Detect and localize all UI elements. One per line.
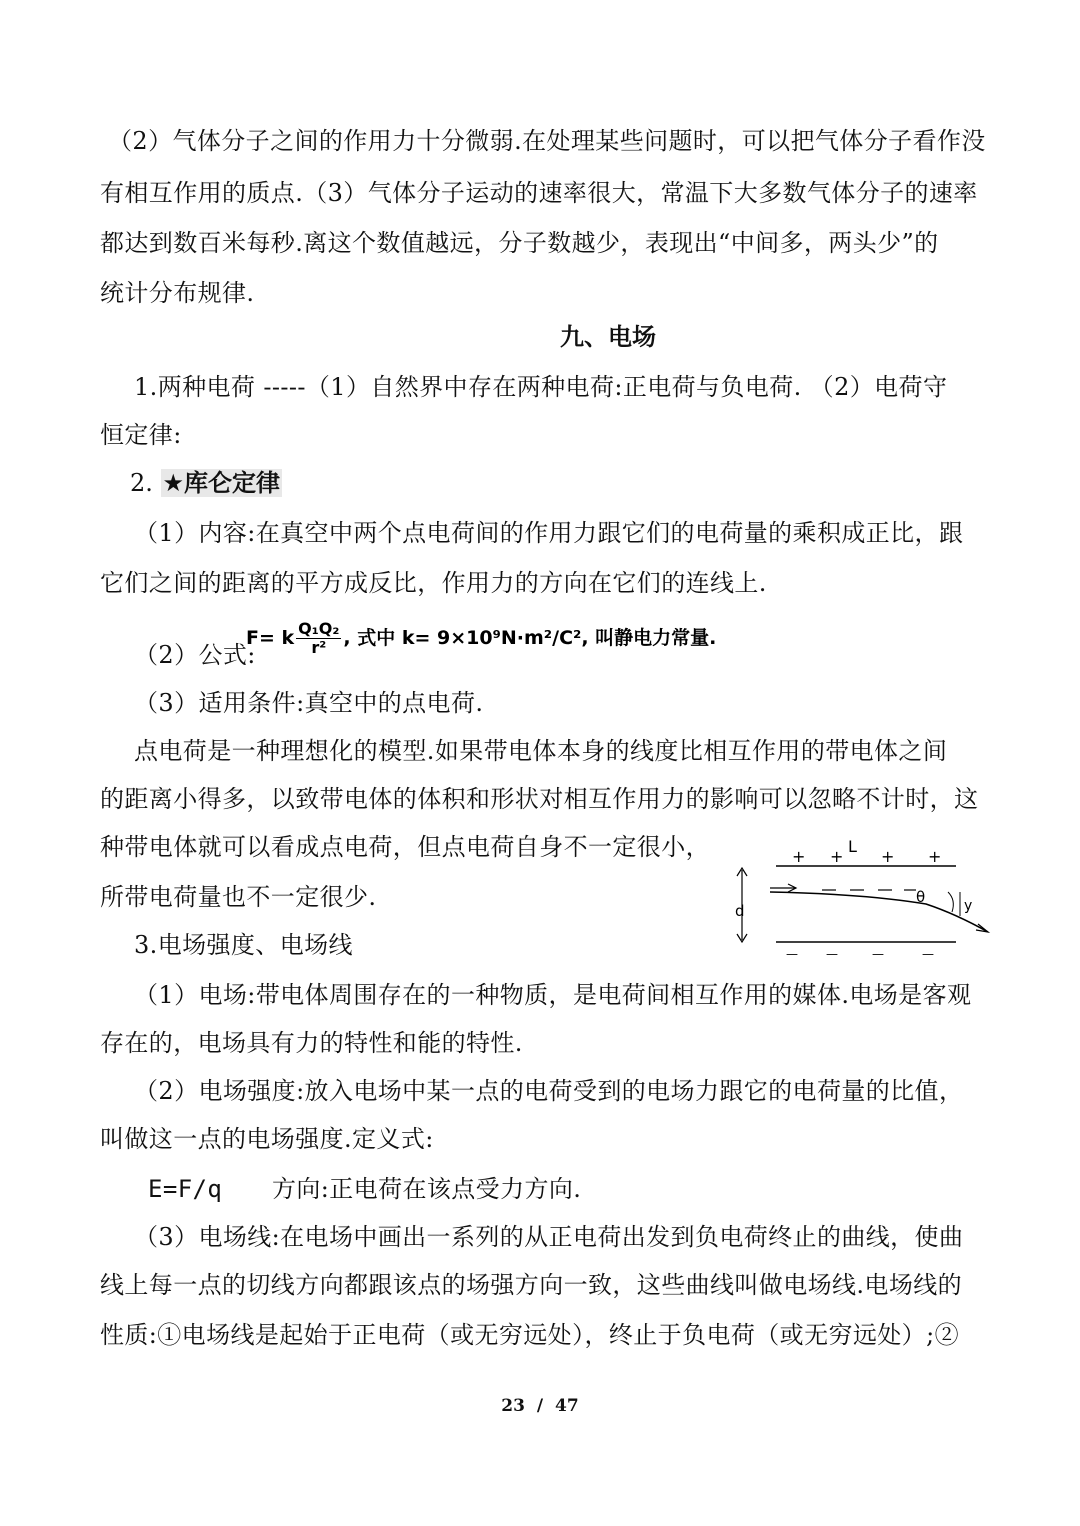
text-line: 1.两种电荷 -----（1）自然界中存在两种电荷:正电荷与负电荷. （2）电荷守 bbox=[134, 373, 948, 401]
text-line: 的距离小得多，以致带电体的体积和形状对相互作用力的影响可以忽略不计时，这 bbox=[100, 785, 979, 813]
plate-sign: — bbox=[786, 947, 798, 960]
page-number bbox=[0, 1396, 1080, 1416]
plate-sign: + bbox=[792, 847, 806, 866]
plate-sign: + bbox=[881, 847, 895, 866]
definition-direction: 方向:正电荷在该点受力方向. bbox=[272, 1175, 582, 1203]
text-line: 点电荷是一种理想化的模型.如果带电体本身的线度比相互作用的带电体之间 bbox=[134, 737, 948, 765]
coulomb-law-title: ★库仑定律 bbox=[162, 469, 281, 497]
text-line: （1）内容:在真空中两个点电荷间的作用力跟它们的电荷量的乘积成正比，跟 bbox=[134, 519, 964, 547]
plate-sign: — bbox=[922, 947, 934, 960]
text-line: 所带电荷量也不一定很少. bbox=[100, 883, 377, 911]
text-line: （1）电场:带电体周围存在的一种物质，是电荷间相互作用的媒体.电场是客观 bbox=[134, 981, 972, 1009]
gap-label: d bbox=[735, 902, 745, 920]
text-line: （3）适用条件:真空中的点电荷. bbox=[134, 689, 484, 717]
plate-sign: — bbox=[826, 947, 838, 960]
capacitor-deflection-diagram bbox=[726, 830, 996, 960]
current-page: 23 bbox=[501, 1396, 525, 1416]
text-line: 恒定律: bbox=[100, 421, 182, 449]
formula-denominator: r² bbox=[311, 638, 327, 657]
definition-formula: E=F/q bbox=[148, 1175, 223, 1203]
section-title: 九、电场 bbox=[560, 323, 656, 351]
plate-sign: + bbox=[830, 847, 844, 866]
length-label: L bbox=[848, 837, 857, 856]
total-pages: 47 bbox=[555, 1396, 579, 1416]
coulomb-law-heading bbox=[130, 468, 282, 498]
text-line: （2）气体分子之间的作用力十分微弱.在处理某些问题时，可以把气体分子看作没 bbox=[108, 127, 986, 155]
page-separator: / bbox=[536, 1396, 544, 1416]
text-line: （3）电场线:在电场中画出一系列的从正电荷出发到负电荷终止的曲线，使曲 bbox=[134, 1223, 964, 1251]
text-line: 都达到数百米每秒.离这个数值越远，分子数越少，表现出“中间多，两头少”的 bbox=[100, 229, 939, 257]
text-line: 统计分布规律. bbox=[100, 279, 255, 307]
trajectory bbox=[770, 892, 988, 932]
text-line: 性质:①电场线是起始于正电荷（或无穷远处），终止于负电荷（或无穷远处）;② bbox=[100, 1321, 959, 1349]
formula-lhs: F= k bbox=[246, 627, 295, 649]
text-line: 叫做这一点的电场强度.定义式: bbox=[100, 1125, 434, 1153]
coulomb-formula bbox=[246, 620, 716, 657]
deflection-label: y bbox=[964, 898, 973, 914]
formula-numerator: Q₁Q₂ bbox=[298, 619, 340, 638]
plate-sign: — bbox=[872, 947, 884, 960]
text-line: 线上每一点的切线方向都跟该点的场强方向一致，这些曲线叫做电场线.电场线的 bbox=[100, 1271, 963, 1299]
formula-fraction bbox=[296, 620, 341, 657]
text-line: 种带电体就可以看成点电荷，但点电荷自身不一定很小， bbox=[100, 833, 710, 861]
angle-label: θ bbox=[916, 888, 926, 906]
text-line: 它们之间的距离的平方成反比，作用力的方向在它们的连线上. bbox=[100, 569, 767, 597]
formula-label: （2）公式: bbox=[134, 641, 256, 669]
text-line: 有相互作用的质点.（3）气体分子运动的速率很大，常温下大多数气体分子的速率 bbox=[100, 179, 978, 207]
plate-sign: + bbox=[928, 847, 942, 866]
text-line: 3.电场强度、电场线 bbox=[134, 931, 353, 959]
deflection-arc bbox=[948, 892, 953, 912]
formula-rest: , 式中 k= 9×10⁹N·m²/C², 叫静电力常量. bbox=[343, 627, 717, 649]
text-line: （2）电场强度:放入电场中某一点的电荷受到的电场力跟它的电荷量的比值， bbox=[134, 1077, 964, 1105]
text-line: 存在的，电场具有力的特性和能的特性. bbox=[100, 1029, 523, 1057]
item-number: 2. bbox=[130, 469, 161, 497]
